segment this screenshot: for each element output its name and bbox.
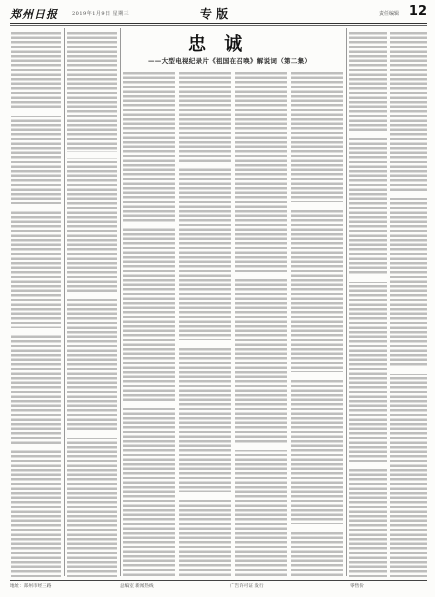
column-divider: [64, 28, 65, 576]
text-column-1: [11, 32, 61, 577]
dateline: 2019年1月9日 星期三: [72, 11, 130, 17]
masthead-rule: [10, 23, 427, 24]
body-text-lines: [67, 32, 117, 577]
newspaper-logo: 郑州日报: [10, 8, 58, 21]
editor-label: 责任编辑: [378, 11, 399, 17]
footer-ad: 广告许可证 发行: [230, 584, 264, 589]
page-number: 12: [408, 4, 427, 19]
article-subheadline: ——大型电视纪录片《祖国在召唤》解说词（第二集）: [148, 57, 312, 65]
masthead: [10, 6, 427, 22]
body-text-lines: [179, 72, 231, 577]
body-text-lines: [235, 72, 287, 577]
column-divider: [346, 28, 347, 576]
footer-price: 零售价: [350, 584, 364, 589]
text-column-3: [123, 72, 175, 577]
text-column-5: [235, 72, 287, 577]
body-text-lines: [349, 32, 387, 577]
footer-address: 地址：郑州市经三路: [10, 584, 52, 589]
text-column-2: [67, 32, 117, 577]
section-title: 专 版: [200, 7, 229, 21]
body-text-lines: [123, 72, 175, 577]
text-column-4: [179, 72, 231, 577]
text-column-6: [291, 72, 343, 577]
article-headline: 忠 诚: [188, 34, 249, 55]
masthead-rule-thin: [10, 25, 427, 26]
column-divider: [120, 28, 121, 576]
body-text-lines: [390, 32, 427, 577]
body-text-lines: [291, 72, 343, 577]
page-footer: [10, 580, 427, 591]
text-column-7: [349, 32, 387, 577]
footer-phone: 总编室 新闻热线: [120, 584, 154, 589]
text-column-8: [390, 32, 427, 577]
